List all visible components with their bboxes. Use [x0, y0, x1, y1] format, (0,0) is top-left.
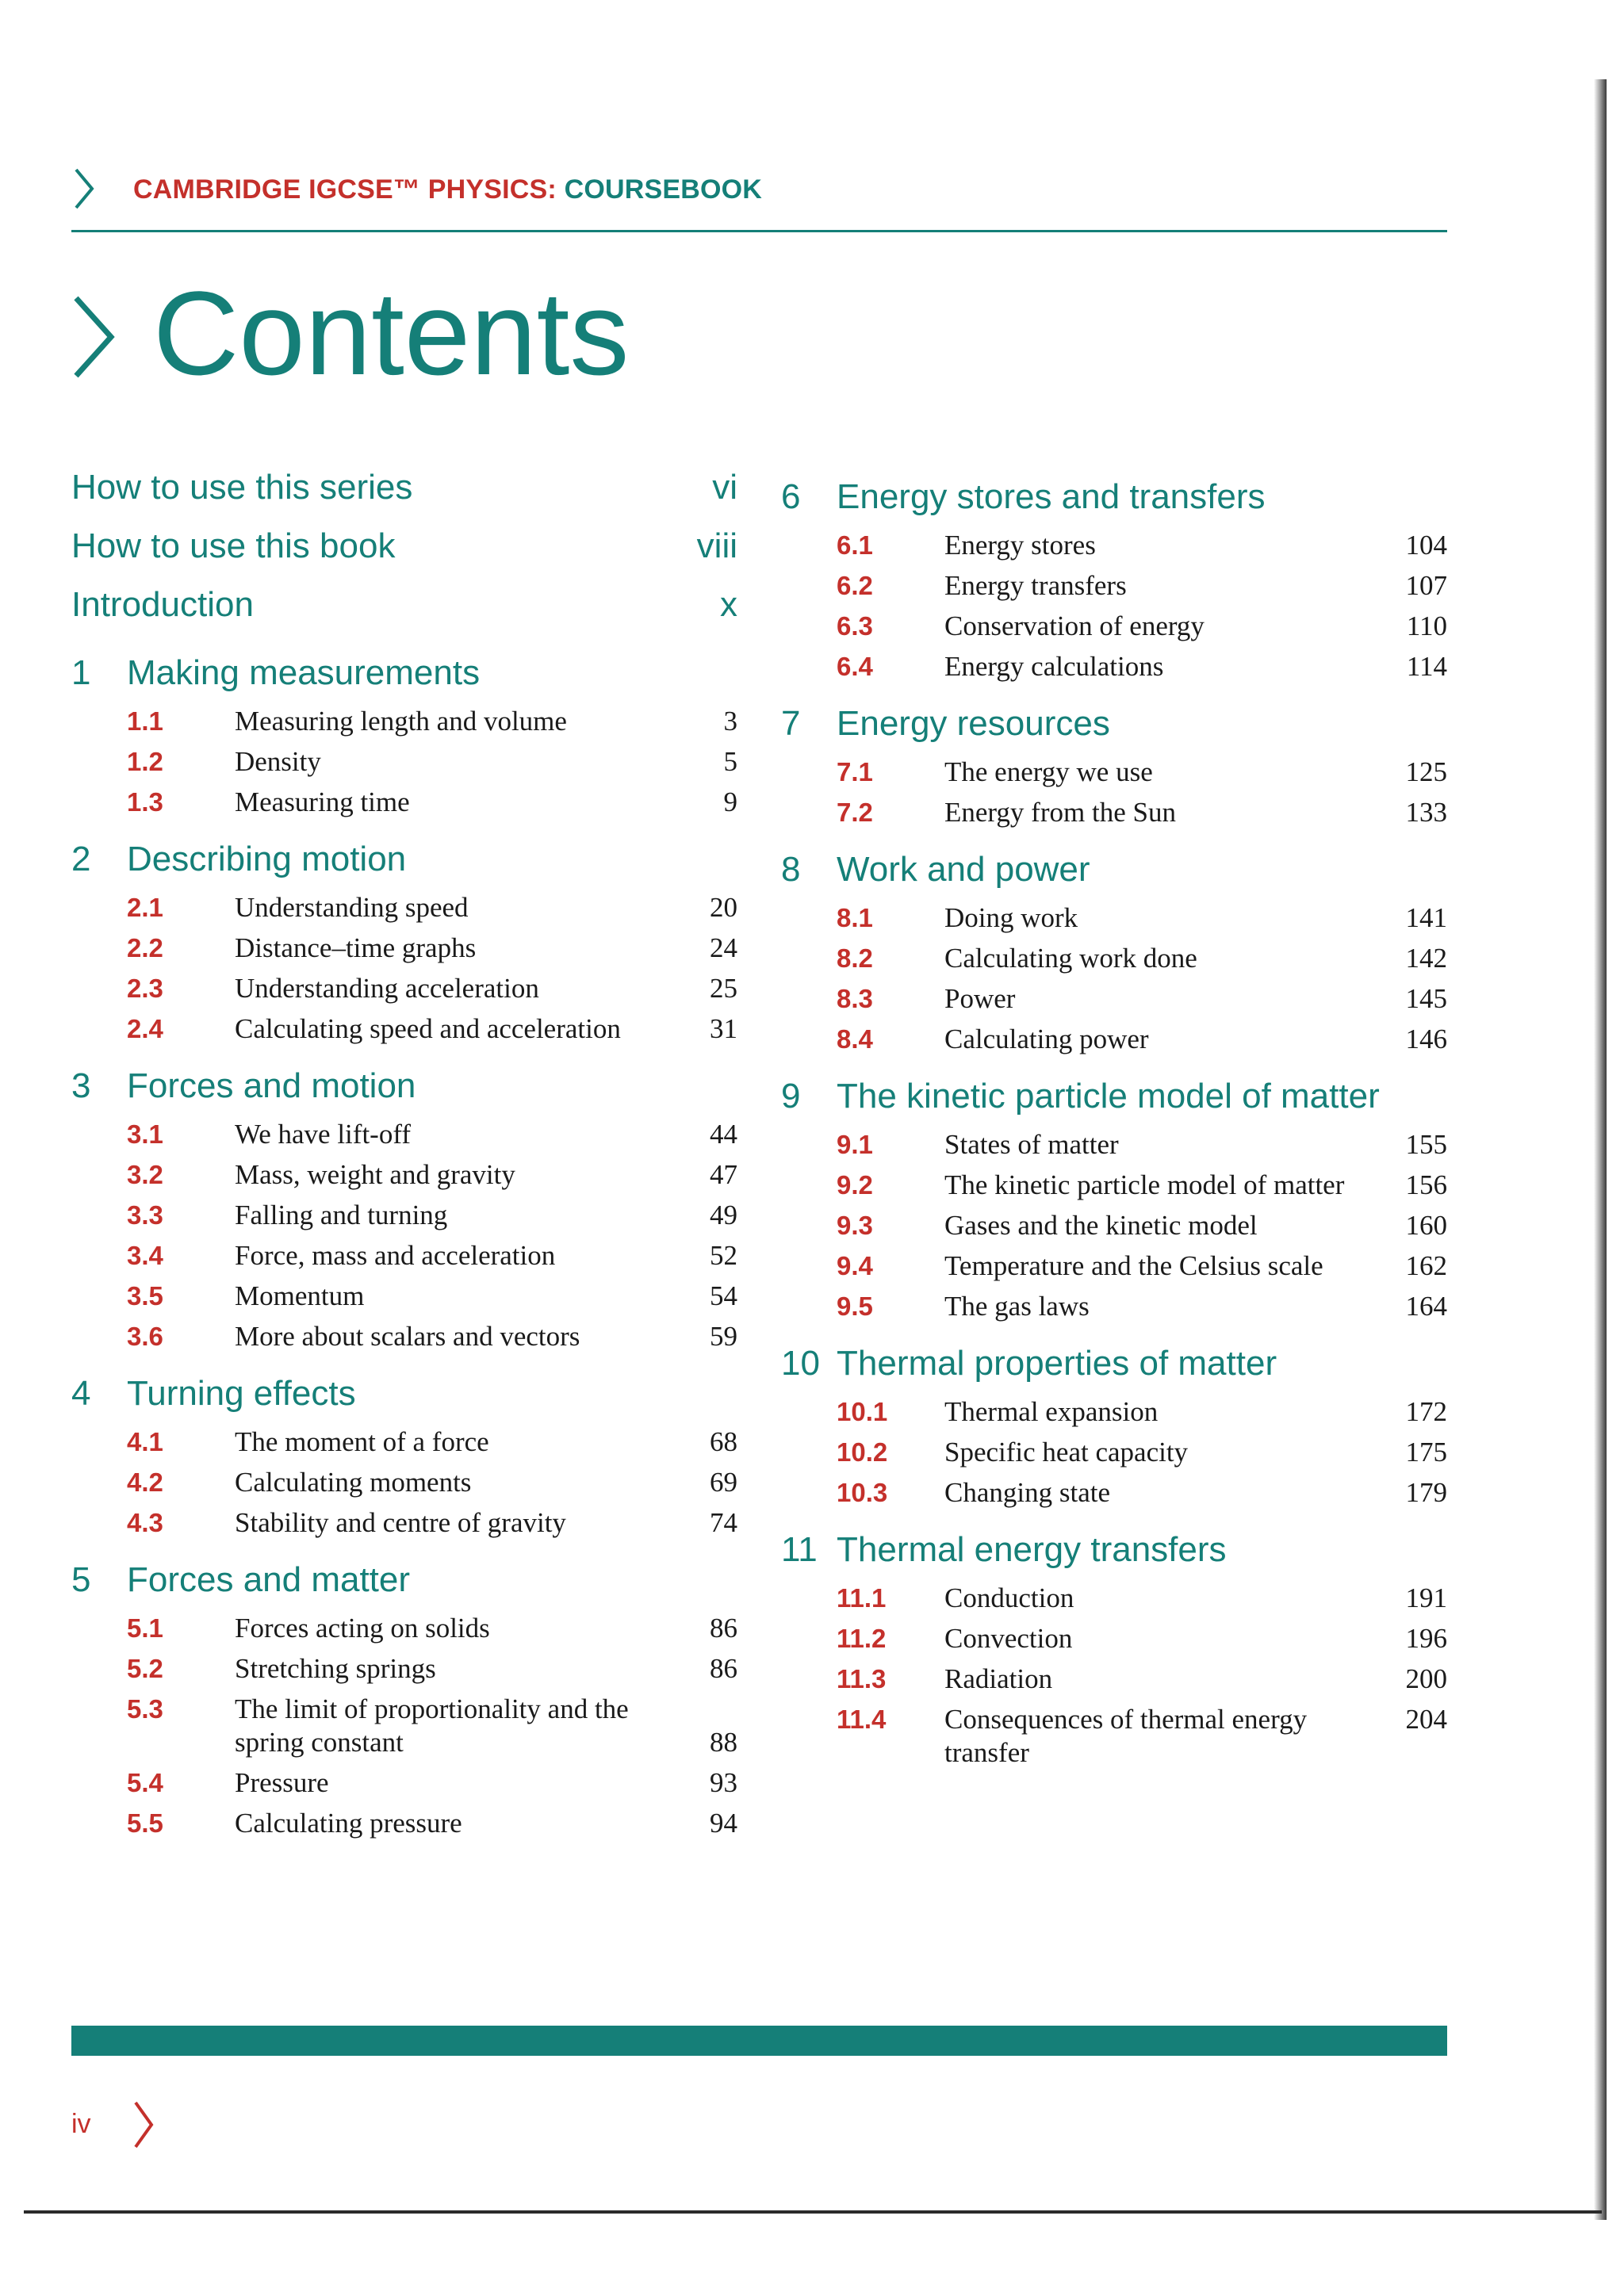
section-page: 175: [1405, 1437, 1447, 1468]
section-entry[interactable]: [71, 1280, 737, 1320]
section-number: 5.5: [127, 1808, 163, 1838]
chapter-heading[interactable]: [781, 846, 1447, 901]
chapter-title: Turning effects: [127, 1374, 356, 1413]
section-page: 25: [710, 973, 737, 1004]
section-title: Calculating pressure: [235, 1808, 462, 1839]
section-page: 162: [1405, 1250, 1447, 1281]
section-title: Conservation of energy: [944, 610, 1205, 641]
chapter-number: 8: [781, 850, 801, 889]
section-title: Calculating speed and acceleration: [235, 1013, 621, 1044]
section-entry[interactable]: [781, 756, 1447, 796]
section-title: Energy transfers: [944, 570, 1127, 601]
section-page: 156: [1405, 1169, 1447, 1200]
section-page: 114: [1406, 651, 1447, 682]
section-page: 110: [1406, 610, 1447, 641]
section-entry[interactable]: [781, 1622, 1447, 1663]
section-entry[interactable]: [71, 1506, 737, 1547]
chapter-heading[interactable]: [781, 1526, 1447, 1582]
section-entry[interactable]: [781, 529, 1447, 569]
chapter-title: Describing motion: [127, 840, 407, 878]
section-number: 7.2: [837, 798, 873, 827]
section-title: Calculating work done: [944, 943, 1197, 974]
section-page: 24: [710, 932, 737, 963]
section-title: Mass, weight and gravity: [235, 1159, 515, 1190]
section-entry[interactable]: [781, 982, 1447, 1023]
chapter-title: Energy stores and transfers: [837, 477, 1266, 516]
chapter-heading[interactable]: [71, 836, 737, 891]
section-title: Understanding acceleration: [235, 973, 539, 1004]
section-number: 2.4: [127, 1014, 163, 1043]
chapter-number: 1: [71, 653, 91, 692]
section-number: 11.1: [837, 1583, 887, 1613]
section-page: 179: [1405, 1477, 1447, 1508]
section-entry[interactable]: [781, 1128, 1447, 1169]
chevron-right-icon: [131, 2099, 155, 2150]
chapter-11: [781, 1526, 1447, 1768]
section-title: Calculating power: [944, 1024, 1149, 1054]
section-page: 49: [710, 1200, 737, 1230]
section-page: 52: [710, 1240, 737, 1271]
section-number: 8.3: [837, 984, 873, 1013]
section-page: 69: [710, 1467, 737, 1498]
chapter-number: 3: [71, 1066, 91, 1105]
section-title: Thermal expansion: [944, 1396, 1159, 1427]
section-number: 6.2: [837, 571, 873, 600]
section-page: 145: [1405, 983, 1447, 1014]
chapter-4: [71, 1370, 737, 1547]
section-entry[interactable]: [781, 942, 1447, 982]
section-entry[interactable]: [71, 705, 737, 745]
chapter-heading[interactable]: [71, 1062, 737, 1118]
section-number: 5.1: [127, 1613, 163, 1643]
section-title: Power: [944, 983, 1016, 1014]
chapter-title: Energy resources: [837, 704, 1110, 743]
section-title: Force, mass and acceleration: [235, 1240, 556, 1271]
section-entry[interactable]: [781, 1663, 1447, 1703]
section-number: 6.3: [837, 611, 873, 641]
section-page: 9: [723, 786, 737, 817]
scan-edge-shadow: [1594, 79, 1607, 2220]
section-entry[interactable]: [71, 1766, 737, 1807]
section-page: 86: [710, 1653, 737, 1684]
section-number: 1.1: [127, 706, 163, 736]
section-entry[interactable]: [71, 1466, 737, 1506]
chapter-10: [781, 1340, 1447, 1517]
chapter-number: 10: [781, 1344, 820, 1383]
section-title: Stability and centre of gravity: [235, 1507, 566, 1538]
chapter-number: 9: [781, 1077, 801, 1115]
section-title: Falling and turning: [235, 1200, 448, 1230]
toc-column-right: [781, 464, 1447, 1768]
section-page: 3: [723, 706, 737, 737]
section-title: States of matter: [944, 1129, 1119, 1160]
section-entry[interactable]: [781, 901, 1447, 942]
section-number: 2.1: [127, 893, 163, 922]
running-header: [71, 166, 1447, 232]
section-title: Energy calculations: [944, 651, 1164, 682]
section-number: 4.3: [127, 1508, 163, 1537]
section-entry[interactable]: [781, 1290, 1447, 1330]
section-entry[interactable]: [71, 1158, 737, 1199]
toc-column-left: [71, 464, 737, 1847]
chapter-number: 2: [71, 840, 91, 878]
section-number: 6.1: [837, 530, 873, 560]
chapter-1: [71, 649, 737, 826]
section-number: 9.5: [837, 1292, 873, 1321]
section-number: 6.4: [837, 652, 873, 681]
section-entry[interactable]: [781, 1169, 1447, 1209]
section-number: 4.2: [127, 1468, 163, 1497]
section-entry[interactable]: [781, 610, 1447, 650]
chapter-5: [71, 1556, 737, 1847]
section-entry[interactable]: [71, 745, 737, 786]
section-page: 74: [710, 1507, 737, 1538]
section-entry[interactable]: [71, 891, 737, 932]
section-number: 11.2: [837, 1624, 887, 1653]
section-page: 86: [710, 1613, 737, 1644]
section-title: The moment of a force: [235, 1426, 489, 1457]
section-number: 11.4: [837, 1705, 887, 1734]
section-page: 93: [710, 1767, 737, 1798]
section-number: 9.3: [837, 1211, 873, 1240]
section-title: The kinetic particle model of matter: [944, 1169, 1345, 1200]
section-title: Measuring length and volume: [235, 706, 567, 737]
section-page: 133: [1405, 797, 1447, 828]
section-number: 11.3: [837, 1664, 887, 1693]
section-title: The energy we use: [944, 756, 1153, 787]
section-page: 59: [710, 1321, 737, 1352]
chapter-heading[interactable]: [71, 649, 737, 705]
section-entry[interactable]: [71, 1652, 737, 1693]
chapter-heading[interactable]: [781, 1073, 1447, 1128]
section-title: Momentum: [235, 1280, 365, 1311]
section-page: 107: [1405, 570, 1447, 601]
scan-bottom-edge: [24, 2210, 1602, 2214]
section-page: 125: [1405, 756, 1447, 787]
section-title: The limit of proportionality and the spring constant: [235, 1693, 629, 1758]
section-entry[interactable]: [781, 1582, 1447, 1622]
section-title: Doing work: [944, 902, 1078, 933]
section-entry[interactable]: [71, 1118, 737, 1158]
chapter-8: [781, 846, 1447, 1063]
section-title: Pressure: [235, 1767, 329, 1798]
section-entry[interactable]: [71, 1012, 737, 1053]
chapter-heading[interactable]: [781, 473, 1447, 529]
section-number: 3.2: [127, 1160, 163, 1189]
section-title: Conduction: [944, 1582, 1074, 1613]
section-title: More about scalars and vectors: [235, 1321, 580, 1352]
section-page: 31: [710, 1013, 737, 1044]
chapter-2: [71, 836, 737, 1053]
chapter-number: 6: [781, 477, 801, 516]
section-page: 204: [1405, 1704, 1447, 1735]
section-title: Energy stores: [944, 530, 1096, 561]
chapter-heading[interactable]: [781, 1340, 1447, 1395]
section-number: 8.2: [837, 943, 873, 973]
section-page: 160: [1405, 1210, 1447, 1241]
section-number: 9.2: [837, 1170, 873, 1200]
section-page: 54: [710, 1280, 737, 1311]
section-title: We have lift-off: [235, 1119, 411, 1150]
section-page: 200: [1405, 1663, 1447, 1694]
section-entry[interactable]: [71, 786, 737, 826]
chapter-title: Work and power: [837, 850, 1090, 889]
page-number: iv: [71, 2109, 91, 2139]
chapter-title: Thermal energy transfers: [837, 1530, 1227, 1569]
section-title: Forces acting on solids: [235, 1613, 490, 1644]
section-entry[interactable]: [71, 1425, 737, 1466]
section-number: 10.1: [837, 1397, 888, 1426]
chapter-7: [781, 700, 1447, 836]
section-entry[interactable]: [781, 1703, 1447, 1768]
section-number: 9.4: [837, 1251, 873, 1280]
section-entry[interactable]: [71, 1199, 737, 1239]
chapter-title: The kinetic particle model of matter: [837, 1077, 1380, 1115]
toc-entry[interactable]: How to use this book viii: [71, 526, 737, 565]
section-number: 2.3: [127, 974, 163, 1003]
section-number: 8.1: [837, 903, 873, 932]
section-title: Measuring time: [235, 786, 410, 817]
section-title: The gas laws: [944, 1291, 1090, 1322]
section-entry[interactable]: [781, 1023, 1447, 1063]
section-title: Calculating moments: [235, 1467, 472, 1498]
chapter-6: [781, 473, 1447, 691]
section-entry[interactable]: [781, 1476, 1447, 1517]
section-page: 155: [1405, 1129, 1447, 1160]
chapter-title: Forces and motion: [127, 1066, 416, 1105]
section-page: 44: [710, 1119, 737, 1150]
book-title: CAMBRIDGE IGCSE™ PHYSICS: COURSEBOOK: [133, 174, 763, 205]
chapter-number: 11: [781, 1530, 818, 1569]
section-page: 88: [710, 1727, 737, 1758]
section-number: 1.2: [127, 747, 163, 776]
section-number: 5.4: [127, 1768, 163, 1797]
section-page: 172: [1405, 1396, 1447, 1427]
chapter-heading[interactable]: [781, 700, 1447, 756]
section-title: Consequences of thermal energy transfer: [944, 1704, 1308, 1768]
section-entry[interactable]: [781, 1249, 1447, 1290]
section-number: 10.2: [837, 1437, 888, 1467]
section-number: 3.5: [127, 1281, 163, 1311]
toc-entry[interactable]: Introduction x: [71, 585, 737, 624]
section-number: 5.3: [127, 1694, 163, 1724]
section-entry[interactable]: [781, 1209, 1447, 1249]
section-page: 47: [710, 1159, 737, 1190]
section-entry[interactable]: [71, 1807, 737, 1847]
section-entry[interactable]: [71, 932, 737, 972]
chapter-9: [781, 1073, 1447, 1330]
section-title: Distance–time graphs: [235, 932, 477, 963]
section-title: Energy from the Sun: [944, 797, 1176, 828]
section-page: 20: [710, 892, 737, 923]
section-entry[interactable]: [781, 796, 1447, 836]
section-title: Density: [235, 746, 321, 777]
section-number: 2.2: [127, 933, 163, 962]
section-entry[interactable]: [71, 972, 737, 1012]
section-title: Stretching springs: [235, 1653, 436, 1684]
chapter-number: 5: [71, 1560, 91, 1599]
chevron-right-icon: [71, 166, 95, 211]
section-title: Changing state: [944, 1477, 1110, 1508]
chapter-heading[interactable]: [71, 1370, 737, 1425]
chapter-title: Forces and matter: [127, 1560, 411, 1599]
chapter-title: Making measurements: [127, 653, 481, 692]
section-entry[interactable]: [71, 1320, 737, 1360]
section-title: Specific heat capacity: [944, 1437, 1189, 1468]
section-title: Radiation: [944, 1663, 1053, 1694]
section-number: 10.3: [837, 1478, 888, 1507]
section-title: Understanding speed: [235, 892, 469, 923]
section-page: 146: [1405, 1024, 1447, 1054]
footer-bar: [71, 2026, 1447, 2056]
section-page: 5: [723, 746, 737, 777]
section-entry[interactable]: [71, 1693, 737, 1766]
toc-entry[interactable]: How to use this series vi: [71, 468, 737, 507]
section-page: 141: [1405, 902, 1447, 933]
section-page: 104: [1405, 530, 1447, 561]
chevron-right-icon: [70, 293, 117, 381]
section-page: 142: [1405, 943, 1447, 974]
section-entry[interactable]: [71, 1239, 737, 1280]
section-page: 164: [1405, 1291, 1447, 1322]
section-page: 94: [710, 1808, 737, 1839]
section-entry[interactable]: [781, 1395, 1447, 1436]
section-title: Gases and the kinetic model: [944, 1210, 1258, 1241]
chapter-number: 7: [781, 704, 801, 743]
section-page: 68: [710, 1426, 737, 1457]
section-number: 3.1: [127, 1119, 163, 1149]
chapter-title: Thermal properties of matter: [837, 1344, 1277, 1383]
section-number: 3.3: [127, 1200, 163, 1230]
chapter-number: 4: [71, 1374, 91, 1413]
section-number: 1.3: [127, 787, 163, 817]
section-title: Temperature and the Celsius scale: [944, 1250, 1323, 1281]
section-number: 9.1: [837, 1130, 873, 1159]
section-page: 191: [1405, 1582, 1447, 1613]
section-number: 4.1: [127, 1427, 163, 1456]
section-entry[interactable]: [781, 1436, 1447, 1476]
section-entry[interactable]: [781, 650, 1447, 691]
section-page: 196: [1405, 1623, 1447, 1654]
section-number: 7.1: [837, 757, 873, 786]
section-number: 8.4: [837, 1024, 873, 1054]
section-entry[interactable]: [71, 1612, 737, 1652]
section-number: 3.4: [127, 1241, 163, 1270]
section-entry[interactable]: [781, 569, 1447, 610]
chapter-3: [71, 1062, 737, 1360]
section-number: 5.2: [127, 1654, 163, 1683]
chapter-heading[interactable]: [71, 1556, 737, 1612]
section-title: Convection: [944, 1623, 1073, 1654]
section-number: 3.6: [127, 1322, 163, 1351]
